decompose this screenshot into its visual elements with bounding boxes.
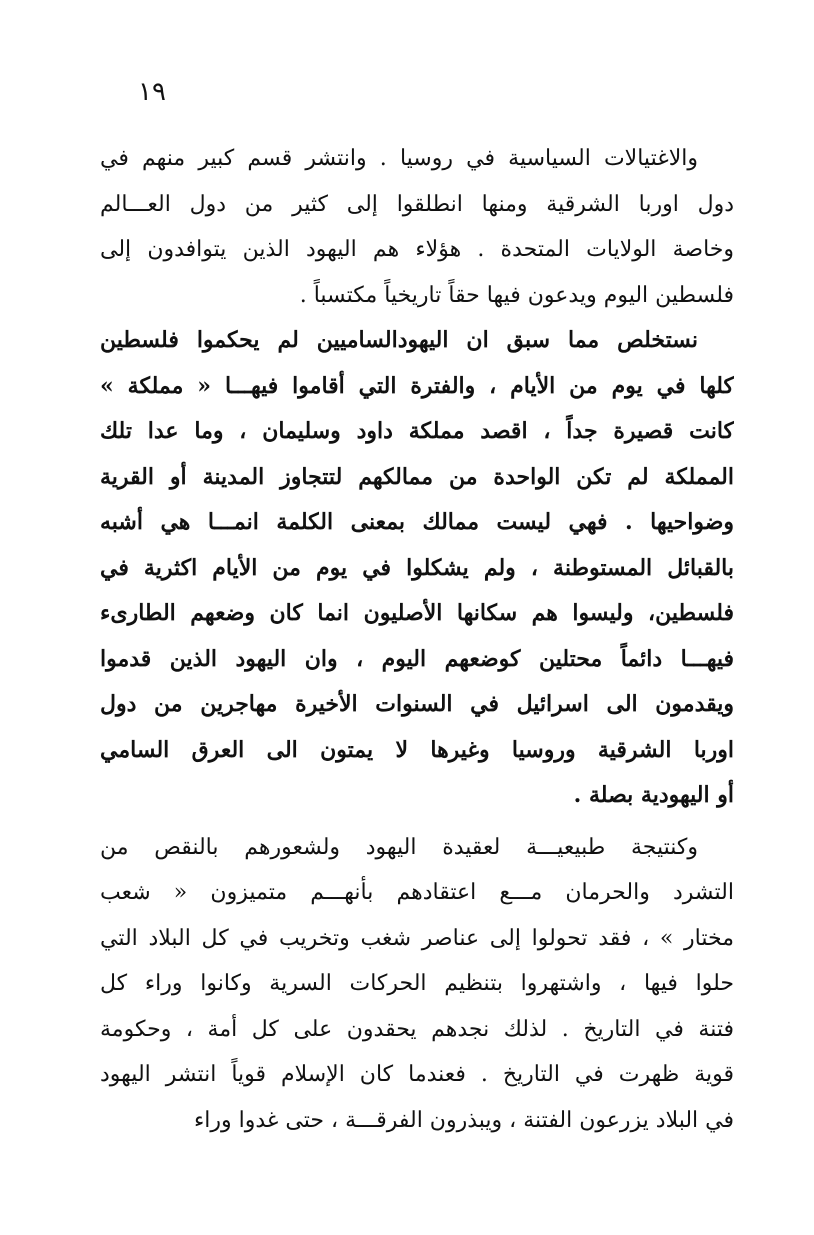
text-line: المملكة لم تكن الواحدة من ممالكهم لتتجاوز المدينة أو القرية [100,463,734,490]
page-body-text [100,136,734,1143]
text-line: اوربا الشرقية وروسيا وغيرها لا يمتون الى العرق السامي [100,736,734,763]
text-line: ويقدمون الى اسرائيل في السنوات الأخيرة مهاجرين من دول [100,691,734,717]
text-line: وخاصة الولايات المتحدة . هؤلاء هم اليهود الذين يتوافدون إلى [100,237,734,262]
text-line: وكنتيجة طبيعيـــة لعقيدة اليهود ولشعورهم بالنقص من [100,834,698,860]
text-line: مختار » ، فقد تحولوا إلى عناصر شغب وتخريب في كل البلاد التي [100,925,734,951]
text-line: أو اليهودية بصلة . [573,782,734,808]
text-line: حلوا فيها ، واشتهروا بتنظيم الحركات السرية وكانوا وراء كل [100,971,734,996]
text-line: دول اوربا الشرقية ومنها انطلقوا إلى كثير من دول العـــالم [100,191,734,217]
text-line: فلسطين اليوم ويدعون فيها حقاً تاريخياً مكتسباً . [299,282,734,308]
text-line: فيهـــا دائماً محتلين كوضعهم اليوم ، وان اليهود الذين قدموا [100,645,734,672]
text-line: كانت قصيرة جداً ، اقصد مملكة داود وسليمان ، وما عدا تلك [100,418,734,444]
text-line: التشرد والحرمان مـــع اعتقادهم بأنهـــم متميزون « شعب [100,880,734,905]
text-line: فتنة في التاريخ . لذلك نجدهم يحقدون على كل أمة ، وحكومة [100,1016,734,1042]
paragraph [100,825,734,1144]
text-line: قوية ظهرت في التاريخ . فعندما كان الإسلام قوياً انتشر اليهود [100,1062,734,1087]
text-line: نستخلص مما سبق ان اليهودالساميين لم يحكموا فلسطين [100,327,698,353]
text-line: كلها في يوم من الأيام ، والفترة التي أقاموا فيهـــا « مملكة » [100,372,734,399]
text-line: فلسطين، وليسوا هم سكانها الأصليون انما كان وضعهم الطارىء [100,600,734,626]
paragraph [100,318,734,819]
paragraph [100,136,734,318]
text-line: في البلاد يزرعون الفتنة ، ويبذرون الفرقـــة ، حتى غدوا وراء [193,1107,734,1133]
page-number: ١٩ [138,77,166,107]
text-line: بالقبائل المستوطنة ، ولم يشكلوا في يوم من الأيام اكثرية في [100,554,734,581]
text-line: والاغتيالات السياسية في روسيا . وانتشر قسم كبير منهم في [100,146,698,171]
text-line: وضواحيها . فهي ليست ممالك بمعنى الكلمة انمـــا هي أشبه [100,509,734,535]
